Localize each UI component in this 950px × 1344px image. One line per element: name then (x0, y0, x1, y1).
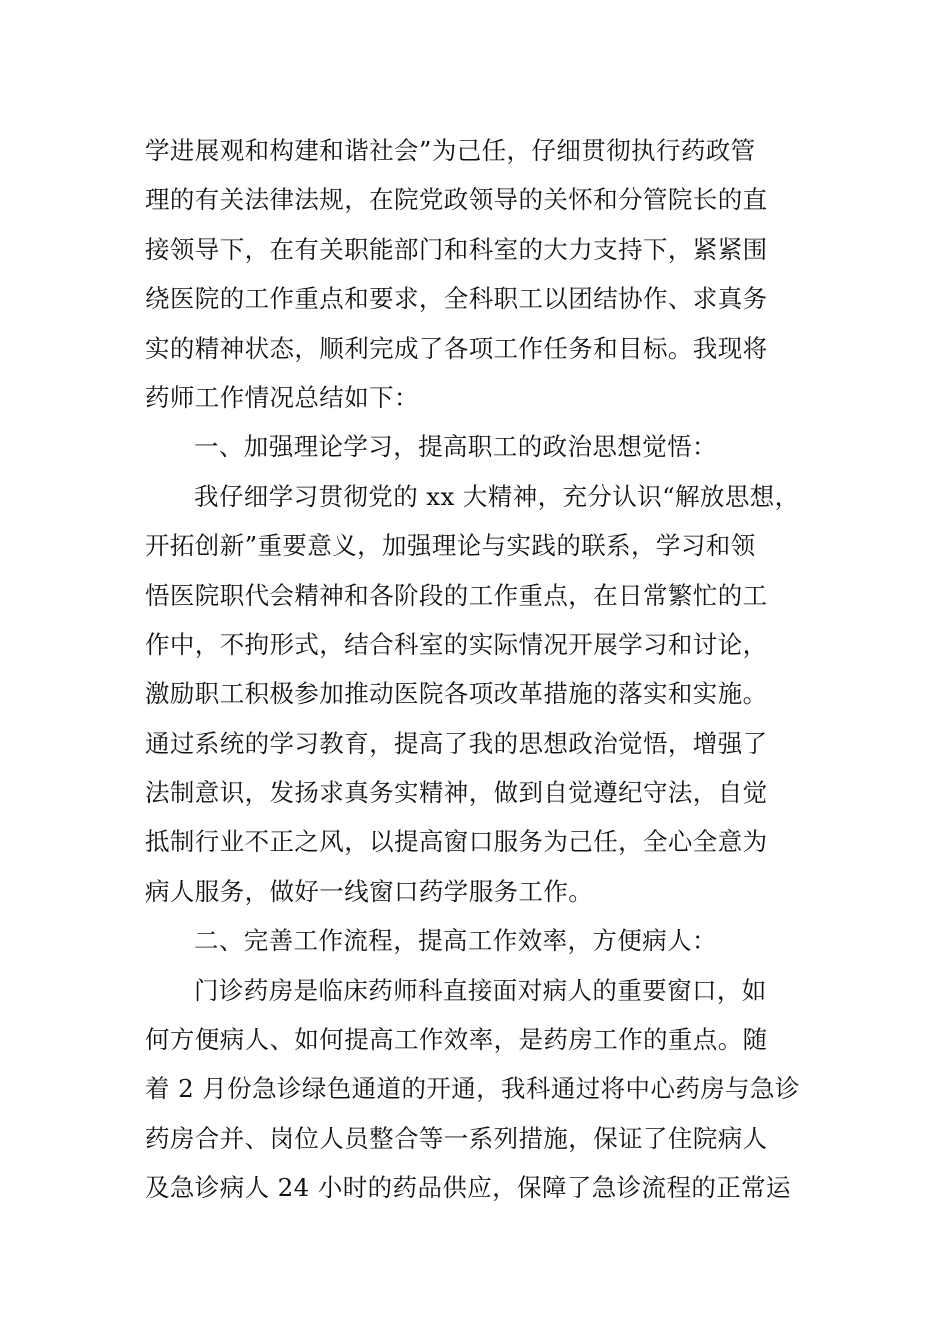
text-line: 药师工作情况总结如下： (145, 382, 419, 412)
text-line: 何方便病人、如何提高工作效率，是药房工作的重点。随 (145, 1025, 768, 1055)
document-body (145, 126, 845, 1213)
paragraph-start: 门诊药房是临床药师科直接面对病人的重要窗口，如 (194, 975, 767, 1005)
text-line: 作中，不拘形式，结合科室的实际情况开展学习和讨论， (145, 629, 768, 659)
section-heading: 二、完善工作流程，提高工作效率，方便病人： (194, 926, 717, 956)
text-line: 学进展观和构建和谐社会”为己任，仔细贯彻执行药政管 (145, 136, 756, 165)
text-line: 抵制行业不正之风，以提高窗口服务为己任，全心全意为 (145, 827, 768, 857)
text-line: 病人服务，做好一线窗口药学服务工作。 (145, 876, 594, 906)
text-line: 着 2 月份急诊绿色通道的开通，我科通过将中心药房与急诊 (145, 1074, 800, 1104)
text-line: 法制意识，发扬求真务实精神，做到自觉遵纪守法，自觉 (145, 778, 768, 808)
text-line: 绕医院的工作重点和要求，全科职工以团结协作、求真务 (145, 284, 768, 314)
text-line: 开拓创新”重要意义，加强理论与实践的联系，学习和领 (145, 531, 756, 561)
paragraph-start: 我仔细学习贯彻党的 xx 大精神，充分认识“解放思想， (194, 481, 800, 511)
text-line: 及急诊病人 24 小时的药品供应，保障了急诊流程的正常运 (145, 1173, 791, 1203)
text-line: 悟医院职代会精神和各阶段的工作重点，在日常繁忙的工 (145, 580, 768, 610)
text-line: 实的精神状态，顺利完成了各项工作任务和目标。我现将 (145, 333, 768, 363)
text-line: 药房合并、岗位人员整合等一系列措施，保证了住院病人 (145, 1123, 768, 1153)
text-line: 通过系统的学习教育，提高了我的思想政治觉悟，增强了 (145, 728, 768, 758)
text-line: 激励职工积极参加推动医院各项改革措施的落实和实施。 (145, 679, 768, 709)
text-line: 接领导下，在有关职能部门和科室的大力支持下，紧紧围 (145, 234, 768, 264)
section-heading: 一、加强理论学习，提高职工的政治思想觉悟： (194, 432, 717, 462)
text-line: 理的有关法律法规，在院党政领导的关怀和分管院长的直 (145, 185, 768, 215)
